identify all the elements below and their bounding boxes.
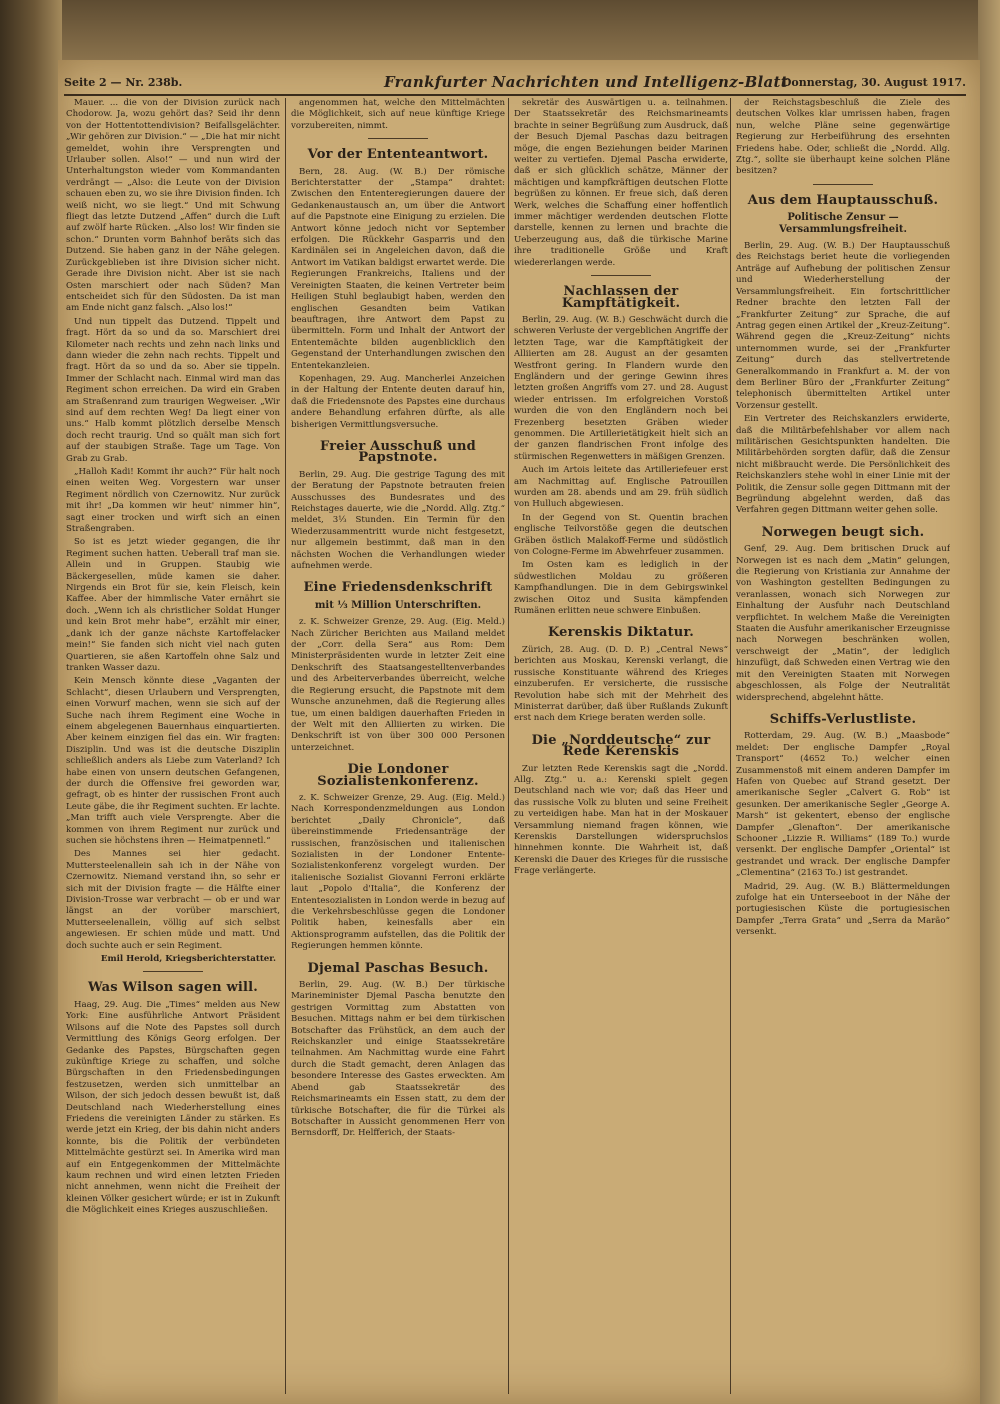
paragraph: Madrid, 29. Aug. (W. B.) Blättermeldungen zufolge hat ein Unterseeboot in der Nähe der portugiesischen Küste die portugiesischen Dampfer „Terra Grata“ und „Serra da Marão“ versenkt. xyxy=(736,881,950,938)
headline-hauptausschuss: Aus dem Hauptausschuß. xyxy=(747,192,939,208)
paragraph: Und nun tippelt das Dutzend. Tippelt und fragt. Hört da so und da so. Marschiert drei Kilometer nach rechts und zehn nach links und dann wieder die zehn nach rechts. Tippelt und fragt. Hört da so und da so. Aber sie tippeln. Immer der Schlacht nach. Einmal wird man das Regiment schon erreichen. Da wird ein Graben am Straßenrand zum traurigen Wegweiser. „Wir sind auf dem rechten Weg! Da liegt einer von uns.“ Halb kommt plötzlich derselbe Mensch doch recht traurig. Und so quält man sich fort auf der staubigen Straße. Tage um Tage. Von Grab zu Grab. xyxy=(66,316,280,464)
paragraph: Kein Mensch könnte diese „Vaganten der Schlacht“, diesen Urlaubern und Versprengten, einen Vorwurf machen, wenn sie sich auf der Suche nach ihrem Regiment eine Woche in einem abgelegenen Bauernhaus einquartierten. Aber keinem einzigen fiel das ein. Wir fragten: Disziplin. Und was ist die deutsche Disziplin schließlich anders als Liebe zum Vaterland? Ich habe einen von unsern deutschen Gefangenen, der durch die Offensive frei geworden war, gefragt, ob es hinter der russischen Front auch Leute gäbe, die ihr Regiment suchten. Er lachte. „Man trifft auch viele Versprengte. Aber die kommen von ihrem Regiment nur zurück und suchen sie höchstens ihren — Heimatpennetl.“ xyxy=(66,676,280,846)
paragraph: der Reichstagsbeschluß die Ziele des deutschen Volkes klar umrissen haben, fragen nun, welche Pläne seine gegenwärtige Regierung zur Herbeiführung des ersehnten Friedens habe. Oder, schließt die „Nordd. Allg. Ztg.“, sollte sie überhaupt keine solchen Pläne besitzen? xyxy=(736,98,950,177)
column-rule xyxy=(508,98,509,1394)
headline-entente: Vor der Ententeantwort. xyxy=(307,147,489,163)
headline-kampf: Nachlassen der Kampftätigkeit. xyxy=(561,284,681,311)
book-binding xyxy=(0,0,62,1404)
headline-ausschuss: Freier Ausschuß und Papstnote. xyxy=(320,438,476,466)
divider xyxy=(591,275,651,276)
column-rule xyxy=(730,98,731,1394)
paragraph: z. K. Schweizer Grenze, 29. Aug. (Eig. Meld.) Nach Korrespondenzmeldungen aus London berichtet „Daily Chronicle“, daß übereinstimmende Friedensanträge der russischen, französischen und italienischen Sozialisten in der Londoner Entente-Sozialistenkonferenz vorgelegt wurden. Der italienische Sozialist Giovanni Ferroni erklärte laut „Popolo d'Italia“, die Konferenz der Ententesozialisten in London werde in bezug auf die Verkehrsbeschlüsse gegen die Londoner Politik haben, keinesfalls aber ein Aktionsprogramm aufstellen, das die Politik der Regierungen hemmen könnte. xyxy=(291,792,505,952)
headline-denkschrift: Eine Friedensdenkschrift xyxy=(303,580,493,596)
paragraph: Berlin, 29. Aug. (W. B.) Geschwächt durch die schweren Verluste der vergeblichen Angriffe der letzten Tage, war die Kampftätigkeit der Alliierten am 28. August an der gesamten Westfront gering. In Flandern wurde den Engländern und der geringe Gewinn ihres letzten großen Angriffs vom 27. und 28. August wieder entrissen. Im erfolgreichen Vorstoß wurden die von den Engländern noch bei Frezenberg besetzten Gräben wieder genommen. Die Artillerietätigkeit hielt sich an der ganzen flandrischen Front infolge des stürmischen Regenwetters in mäßigen Grenzen. xyxy=(514,314,728,462)
divider xyxy=(143,971,203,972)
paragraph: Auch im Artois leitete das Artilleriefeuer erst am Nachmittag auf. Englische Patrouillen wurden am 28. abends und am 29. früh südlich von Hulluch abgewiesen. xyxy=(514,465,728,510)
headline-kerenski: Kerenskis Diktatur. xyxy=(547,625,695,641)
headline-djemal: Djemal Paschas Besuch. xyxy=(307,960,489,976)
paragraph: sekretär des Auswärtigen u. a. teilnahmen. Der Staatssekretär des Reichsmarineamts brachte in seiner Begrüßung zum Ausdruck, daß der Besuch Djemal Paschas dazu beitragen möge, die engen Beziehungen beider Marinen weiter zu vertiefen. Djemal Pascha erwiderte, daß er sich glücklich schätze, Männer der mächtigen und kampfkräftigen deutschen Flotte begrüßen zu können. Er freue sich, daß deren Werk, welches die Schaffung einer hoffentlich immer mächtiger werdenden deutschen Flotte darstelle, kennen zu lernen und brachte die Ueberzeugung aus, daß die türkische Marine ihre traditionelle Größe und Kraft wiedererlangen werde. xyxy=(514,98,728,268)
column-3 xyxy=(514,98,728,1398)
column-2 xyxy=(291,98,505,1398)
paragraph: Bern, 28. Aug. (W. B.) Der römische Berichterstatter der „Stampa“ drahtet: Zwischen den Ententeregierungen dauere der Gedankenaustausch an, um über die Antwort auf die Papstnote eine Einigung zu erzielen. Die Antwort könne jedoch nicht vor September erfolgen. Die Rückkehr Gasparris und den Kardinälen sei in Angeleichen davon, daß die Antwort im Vatikan baldigst erwartet werde. Die Regierungen Frankreichs, Italiens und der Vereinigten Staaten, die keinen Vertreter beim Heiligen Stuhl beglaubigt haben, werden den englischen Gesandten beim Vatikan beauftragen, ihre Antwort dem Papst zu übermitteln. Form und Inhalt der Antwort der Ententemächte bilden augenblicklich den Gegenstand der Unterhandlungen zwischen den Ententekanzleien. xyxy=(291,166,505,371)
paragraph: Berlin, 29. Aug. Die gestrige Tagung des mit der Beratung der Papstnote betrauten freien Ausschusses des Bundesrates und des Reichstages dauerte, wie die „Nordd. Allg. Ztg.“ meldet, 3⅓ Stunden. Ein Termin für den Wiederzusammentritt wurde nicht festgesetzt, nur allgemein bestimmt, daß man in den nächsten Wochen die Verhandlungen wieder aufnehmen werde. xyxy=(291,469,505,572)
paragraph: Rotterdam, 29. Aug. (W. B.) „Maasbode“ meldet: Der englische Dampfer „Royal Transport“ (4652 To.) welcher einen Zusammenstoß mit einem anderen Dampfer im Hafen von Quebec auf Strand gesetzt. Der amerikanische Segler „Calvert G. Rob“ ist gesunken. Der amerikanische Segler „George A. Marsh“ ist gekentert, ebenso der englische Dampfer „Glenafton“. Der amerikanische Schooner „Lizzie R. Williams“ (189 To.) wurde versenkt. Der englische Dampfer „Oriental“ ist gestrandet und wrack. Der englische Dampfer „Clementina“ (2163 To.) ist gestrandet. xyxy=(736,731,950,879)
subheadline-hauptausschuss: Politische Zensur — Versammlungsfreiheit. xyxy=(779,212,907,235)
paragraph: angenommen hat, welche den Mittelmächten die Möglichkeit, sich auf neue künftige Kriege vorzubereiten, nimmt. xyxy=(291,98,505,131)
paragraph: Haag, 29. Aug. Die „Times“ melden aus New York: Eine ausführliche Antwort Präsident Wilsons auf die Note des Papstes soll durch Vermittlung des Königs Georg erfolgen. Der Gedanke des Papstes, Bürgschaften gegen zukünftige Kriege zu schaffen, und solche Bürgschaften in den Friedensbedingungen festzusetzen, werden sich unmittelbar an Wilson, der sich jedoch dessen bewußt ist, daß Deutschland nach Wiederherstellung eines Friedens die vereinigten Länder zu stärken. Es werde jetzt ein Krieg, der bis dahin nicht anders konnte, bis die Politik der verbündeten Mittelmächte gestürzt sei. In Amerika wird man auf ein Entgegenkommen der Mittelmächte kaum rechnen und wird einen letzten Frieden nicht annehmen, wenn nicht die Freiheit der kleinen Völker gesichert würde; er ist in Zukunft die Möglichkeit eines Krieges auszuschließen. xyxy=(66,999,280,1216)
scan-top-edge xyxy=(62,0,1000,60)
paragraph: So ist es jetzt wieder gegangen, die ihr Regiment suchen hatten. Ueberall traf man sie. Allein und in Gruppen. Staubig wie Bäckergesellen, müde kamen sie daher. Nirgends ein Brot für sie, kein Fleisch, kein Kaffee. Aber der himmlische Vater ernährt sie doch. „Wenn ich als christlicher Soldat Hunger und kein Brot mehr habe“, erzählt mir einer, „dank ich der ganze nächste Kartoffelacker mein!“ Sie fanden sich nicht viel nach guten Quartieren, sie aßen Kartoffeln ohne Salz und tranken Wasser dazu. xyxy=(66,537,280,673)
paragraph: Berlin, 29. Aug. (W. B.) Der Hauptausschuß des Reichstags beriet heute die vorliegenden Anträge auf Aufhebung der politischen Zensur und Wiederherstellung der Versammlungsfreiheit. Ein fortschrittlicher Redner brachte den letzten Fall der „Frankfurter Zeitung“ zur Sprache, die auf Antrag gegen einen Artikel der „Kreuz-Zeitung“. Während gegen die „Kreuz-Zeitung“ nichts unternommen wurde, sei der „Frankfurter Zeitung“ durch das stellvertretende Generalkommando in Frankfurt a. M. der von dem Berliner Büro der „Frankfurter Zeitung“ telephonisch übermittelten Artikel unter Vorzensur gestellt. xyxy=(736,241,950,411)
paragraph: In der Gegend von St. Quentin brachen englische Teilvorstöße gegen die deutschen Gräben östlich Malakoff-Ferme und südöstlich von Cologne-Ferme im Abwehrfeuer zusammen. xyxy=(514,512,728,558)
masthead: Frankfurter Nachrichten und Intelligenz-Blatt xyxy=(384,73,789,91)
headline-londoner: Die Londoner Sozialistenkonferenz. xyxy=(317,762,479,789)
paragraph: Mauer. ... die von der Division zurück nach Chodorow. Ja, wozu gehört das? Seid ihr denn von der Hottentottendivision? Beifallsgelächter. „Wir gehören zur Division.“ — „Die hat mir nicht gemeldet, wohin ihre Versprengten und Urlauber sollen. Also!“ — und nun wird der Unterhaltungston wieder vom Kommandanten verdrängt — „Also: die Leute von der Division schauen eben zu, wo sie ihre Division finden. Ich weiß nicht, wo sie liegt.“ Und mit Schwung fliegt das letzte Dutzend „Affen“ durch die Luft auf zwölf harte Rücken. „Also los! Wir finden sie schon.“ Drunten vorm Bahnhof beräts sich das Dutzend. Sie haben ganz in der Nähe gelegen. Zurückgeblieben ist ihre Division sicher nicht. Gerade ihre Division nicht. Aber ist sie nach Osten marschiert oder nach Süden? Man entscheidet sich für den Südosten. Da ist man am Ende nicht ganz falsch. „Also los!“ xyxy=(66,98,280,314)
page-header xyxy=(64,72,966,96)
paragraph: Zürich, 28. Aug. (D. D. P.) „Central News“ berichten aus Moskau, Kerenski verlangt, die russische Konstituante während des Krieges einzuberufen. Er versicherte, die russische Revolution habe sich mit der Mehrheit des Ministerrat darüber, daß über Rußlands Zukunft erst nach dem Kriege beraten werden solle. xyxy=(514,644,728,724)
issue-date: Donnerstag, 30. August 1917. xyxy=(781,76,966,89)
page-number: Seite 2 — Nr. 238b. xyxy=(64,76,183,89)
subheadline-denkschrift: mit ⅓ Million Unterschriften. xyxy=(314,599,482,611)
headline-norddeutsche: Die „Norddeutsche“ zur Rede Kerenskis xyxy=(531,732,711,760)
paragraph: Kopenhagen, 29. Aug. Mancherlei Anzeichen in der Haltung der Entente deuten darauf hin, daß die Friedensnote des Papstes eine durchaus andere Behandlung erfahren dürfte, als alle bisherigen Vermittlungsversuche. xyxy=(291,373,505,430)
paragraph: z. K. Schweizer Grenze, 29. Aug. (Eig. Meld.) Nach Züricher Berichten aus Mailand meldet der „Corr. della Sera“ aus Rom: Dem Ministerpräsidenten wurde in letzter Zeit eine Denkschrift des Staatsangestelltenverbandes und des Arbeiterverbandes überreicht, welche die Regierung ersucht, die Papstnote mit dem Wunsche anzunehmen, daß die Regierung alles tue, um einen baldigen dauerhaften Frieden in der Welt mit den Alliierten zu wirken. Die Denkschrift ist von über 300 000 Personen unterzeichnet. xyxy=(291,617,505,753)
headline-wilson: Was Wilson sagen will. xyxy=(88,980,258,996)
column-1 xyxy=(66,98,280,1398)
headline-norwegen: Norwegen beugt sich. xyxy=(761,524,925,540)
paragraph: Ein Vertreter des Reichskanzlers erwiderte, daß die Militärbefehlshaber vor allem nach militärischen Gesichtspunkten handelten. Die Militärbehörden sorgten dafür, daß die Zensur nicht mißbraucht werde. Die Persönlichkeit des Reichskanzlers stehe wohl in einer Linie mit der Politik, die Zensur solle gegen Dittmann mit der Begründung abgelehnt werden, daß das Verfahren gegen Dittmann weiter gehen solle. xyxy=(736,414,950,516)
divider xyxy=(368,138,428,139)
paragraph: Zur letzten Rede Kerenskis sagt die „Nordd. Allg. Ztg.“ u. a.: Kerenski spielt gegen Deutschland nach wie vor; daß das Heer und das russische Volk zu bluten und seine Freiheit zu verteidigen habe. Man hat in der Moskauer Versammlung niemand fragen können, wie Kerenskis Darstellungen widerspruchslos hinnehmen konnte. Die Wahrheit ist, daß Kerenski die Dauer des Krieges für die russische Frage verlängerte. xyxy=(514,763,728,877)
column-rule xyxy=(285,98,286,1394)
paragraph: Des Mannes sei hier gedacht. Muttersteelenallein sah ich in der Nähe von Czernowitz. Niemand verstand ihn, so sehr er sich mit der Division fragte — die Hälfte einer Division-Trosse war verbracht — ob er und war längst an der vorüber marschiert, Mutterseelenallein, völlig auf sich selbst angewiesen. Er schien müde und matt. Und doch suchte auch er sein Regiment. xyxy=(66,849,280,951)
headline-schiffe: Schiffs-Verlustliste. xyxy=(769,711,917,727)
paragraph: Genf, 29. Aug. Dem britischen Druck auf Norwegen ist es nach dem „Matin“ gelungen, die Regierung von Kristiania zur Annahme der von Washington gestellten Bedingungen zu veranlassen, wonach sich Norwegen zur Einhaltung der Ausfuhr nach Deutschland verpflichtet. In welchem Maße die Vereinigten Staaten die Ausfuhr amerikanischer Erzeugnisse nach Norwegen beschränken wollen, verschweigt der „Matin“, der lediglich hinzufügt, daß Schweden einen Vertrag wie den mit den Vereinigten Staaten mit Norwegen abgeschlossen, als Folge der Neutralität widersprechend, abgelehnt hätte. xyxy=(736,544,950,703)
next-page-edge xyxy=(978,0,1000,1404)
paragraph: Berlin, 29. Aug. (W. B.) Der türkische Marineminister Djemal Pascha benutzte den gestrigen Vormittag zum Abstatten von Besuchen. Mittags nahm er bei dem türkischen Botschafter das Frühstück, an dem auch der Reichskanzler und einige Staatssekretäre teilnahmen. Am Nachmittag wurde eine Fahrt durch die Stadt gemacht, deren Anlagen das besondere Interesse des Gastes erweckten. Am Abend gab Staatssekretär des Reichsmarineamts ein Essen statt, zu dem der türkische Botschafter, die für die Türkei als Botschafter in Aussicht genommenen Herr von Bernsdorff, Dr. Helfferich, der Staats- xyxy=(291,980,505,1139)
paragraph: Im Osten kam es lediglich in der südwestlichen Moldau zu größeren Kampfhandlungen. Die in dem Gebirgswinkel zwischen Oitoz und Susita kämpfenden Rumänen erlitten neue schwere Einbußen. xyxy=(514,560,728,617)
divider xyxy=(813,184,873,185)
byline: Emil Herold, Kriegsberichterstatter. xyxy=(100,954,276,965)
paragraph: „Halloh Kadi! Kommt ihr auch?“ Für halt noch einen weiten Weg. Vorgestern war unser Regiment nördlich von Czernowitz. Nur zurück mit ihr! „Da kommen wir heut' nimmer hin“, sagt einer trocken und wirft sich an einen Straßengraben. xyxy=(66,467,280,535)
column-4 xyxy=(736,98,950,1398)
